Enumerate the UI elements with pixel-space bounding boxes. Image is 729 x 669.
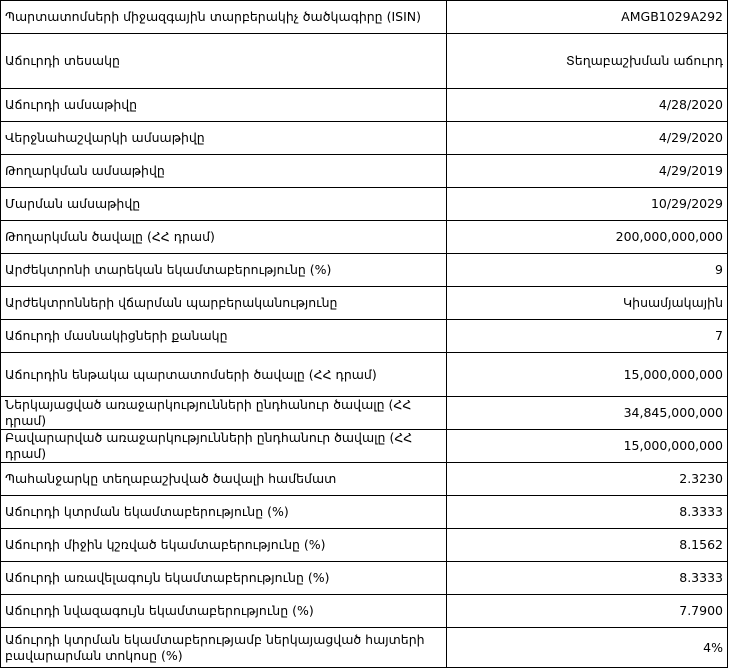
- row-value-maturity-date: 10/29/2029: [447, 188, 728, 221]
- row-label-issue-date: Թողարկման ամսաթիվը: [1, 155, 447, 188]
- row-label-cut-off-yield: Աճուրդի կտրման եկամտաբերությունը (%): [1, 496, 447, 529]
- row-value-max-yield: 8.3333: [447, 562, 728, 595]
- row-label-cut-off-fill-ratio: Աճուրդի կտրման եկամտաբերությամբ ներկայացված հայտերի բավարարման տոկոսը (%): [1, 628, 447, 668]
- table-row: [1, 34, 728, 89]
- row-value-cut-off-fill-ratio: 4%: [447, 628, 728, 668]
- row-value-settlement-date: 4/29/2020: [447, 122, 728, 155]
- row-label-bids-submitted: Ներկայացված առաջարկությունների ընդհանուր ծավալը (ՀՀ դրամ): [1, 397, 447, 430]
- row-value-bid-to-cover: 2.3230: [447, 463, 728, 496]
- table-row: [1, 430, 728, 463]
- row-label-bids-accepted: Բավարարված առաջարկությունների ընդհանուր ծավալը (ՀՀ դրամ): [1, 430, 447, 463]
- row-label-settlement-date: Վերջնահաշվարկի ամսաթիվը: [1, 122, 447, 155]
- row-label-auction-type: Աճուրդի տեսակը: [1, 34, 447, 89]
- row-label-weighted-avg-yield: Աճուրդի միջին կշռված եկամտաբերությունը (%): [1, 529, 447, 562]
- row-value-issue-volume: 200,000,000,000: [447, 221, 728, 254]
- table-row: [1, 155, 728, 188]
- table-row: [1, 320, 728, 353]
- table-row: [1, 89, 728, 122]
- row-value-bids-accepted: 15,000,000,000: [447, 430, 728, 463]
- row-value-coupon-rate: 9: [447, 254, 728, 287]
- table-row: [1, 254, 728, 287]
- row-value-auctioned-volume: 15,000,000,000: [447, 353, 728, 397]
- row-value-min-yield: 7.7900: [447, 595, 728, 628]
- table-row: [1, 1, 728, 34]
- table-row: [1, 496, 728, 529]
- row-value-auction-date: 4/28/2020: [447, 89, 728, 122]
- row-value-weighted-avg-yield: 8.1562: [447, 529, 728, 562]
- row-label-participants: Աճուրդի մասնակիցների քանակը: [1, 320, 447, 353]
- table-row: [1, 595, 728, 628]
- row-label-maturity-date: Մարման ամսաթիվը: [1, 188, 447, 221]
- table-row: [1, 353, 728, 397]
- row-value-issue-date: 4/29/2019: [447, 155, 728, 188]
- table-row: [1, 221, 728, 254]
- row-label-coupon-rate: Արժեկտրոնի տարեկան եկամտաբերությունը (%): [1, 254, 447, 287]
- table-row: [1, 529, 728, 562]
- row-label-max-yield: Աճուրդի առավելագույն եկամտաբերությունը (%): [1, 562, 447, 595]
- row-label-auction-date: Աճուրդի ամսաթիվը: [1, 89, 447, 122]
- row-label-min-yield: Աճուրդի նվազագույն եկամտաբերությունը (%): [1, 595, 447, 628]
- row-value-auction-type: Տեղաբաշխման աճուրդ: [447, 34, 728, 89]
- row-value-cut-off-yield: 8.3333: [447, 496, 728, 529]
- row-value-participants: 7: [447, 320, 728, 353]
- row-label-auctioned-volume: Աճուրդին ենթակա պարտատոմսերի ծավալը (ՀՀ դրամ): [1, 353, 447, 397]
- table-row: [1, 397, 728, 430]
- row-label-issue-volume: Թողարկման ծավալը (ՀՀ դրամ): [1, 221, 447, 254]
- row-label-bid-to-cover: Պահանջարկը տեղաբաշխված ծավալի համեմատ: [1, 463, 447, 496]
- table-row: [1, 122, 728, 155]
- row-value-coupon-frequency: Կիսամյակային: [447, 287, 728, 320]
- row-value-isin: AMGB1029A292: [447, 1, 728, 34]
- row-value-bids-submitted: 34,845,000,000: [447, 397, 728, 430]
- table-row: [1, 188, 728, 221]
- table-row: [1, 628, 728, 668]
- table-row: [1, 562, 728, 595]
- table-row: [1, 463, 728, 496]
- row-label-isin: Պարտատոմսերի միջազգային տարբերակիչ ծածկագիրը (ISIN): [1, 1, 447, 34]
- table-row: [1, 287, 728, 320]
- row-label-coupon-frequency: Արժեկտրոնների վճարման պարբերականությունը: [1, 287, 447, 320]
